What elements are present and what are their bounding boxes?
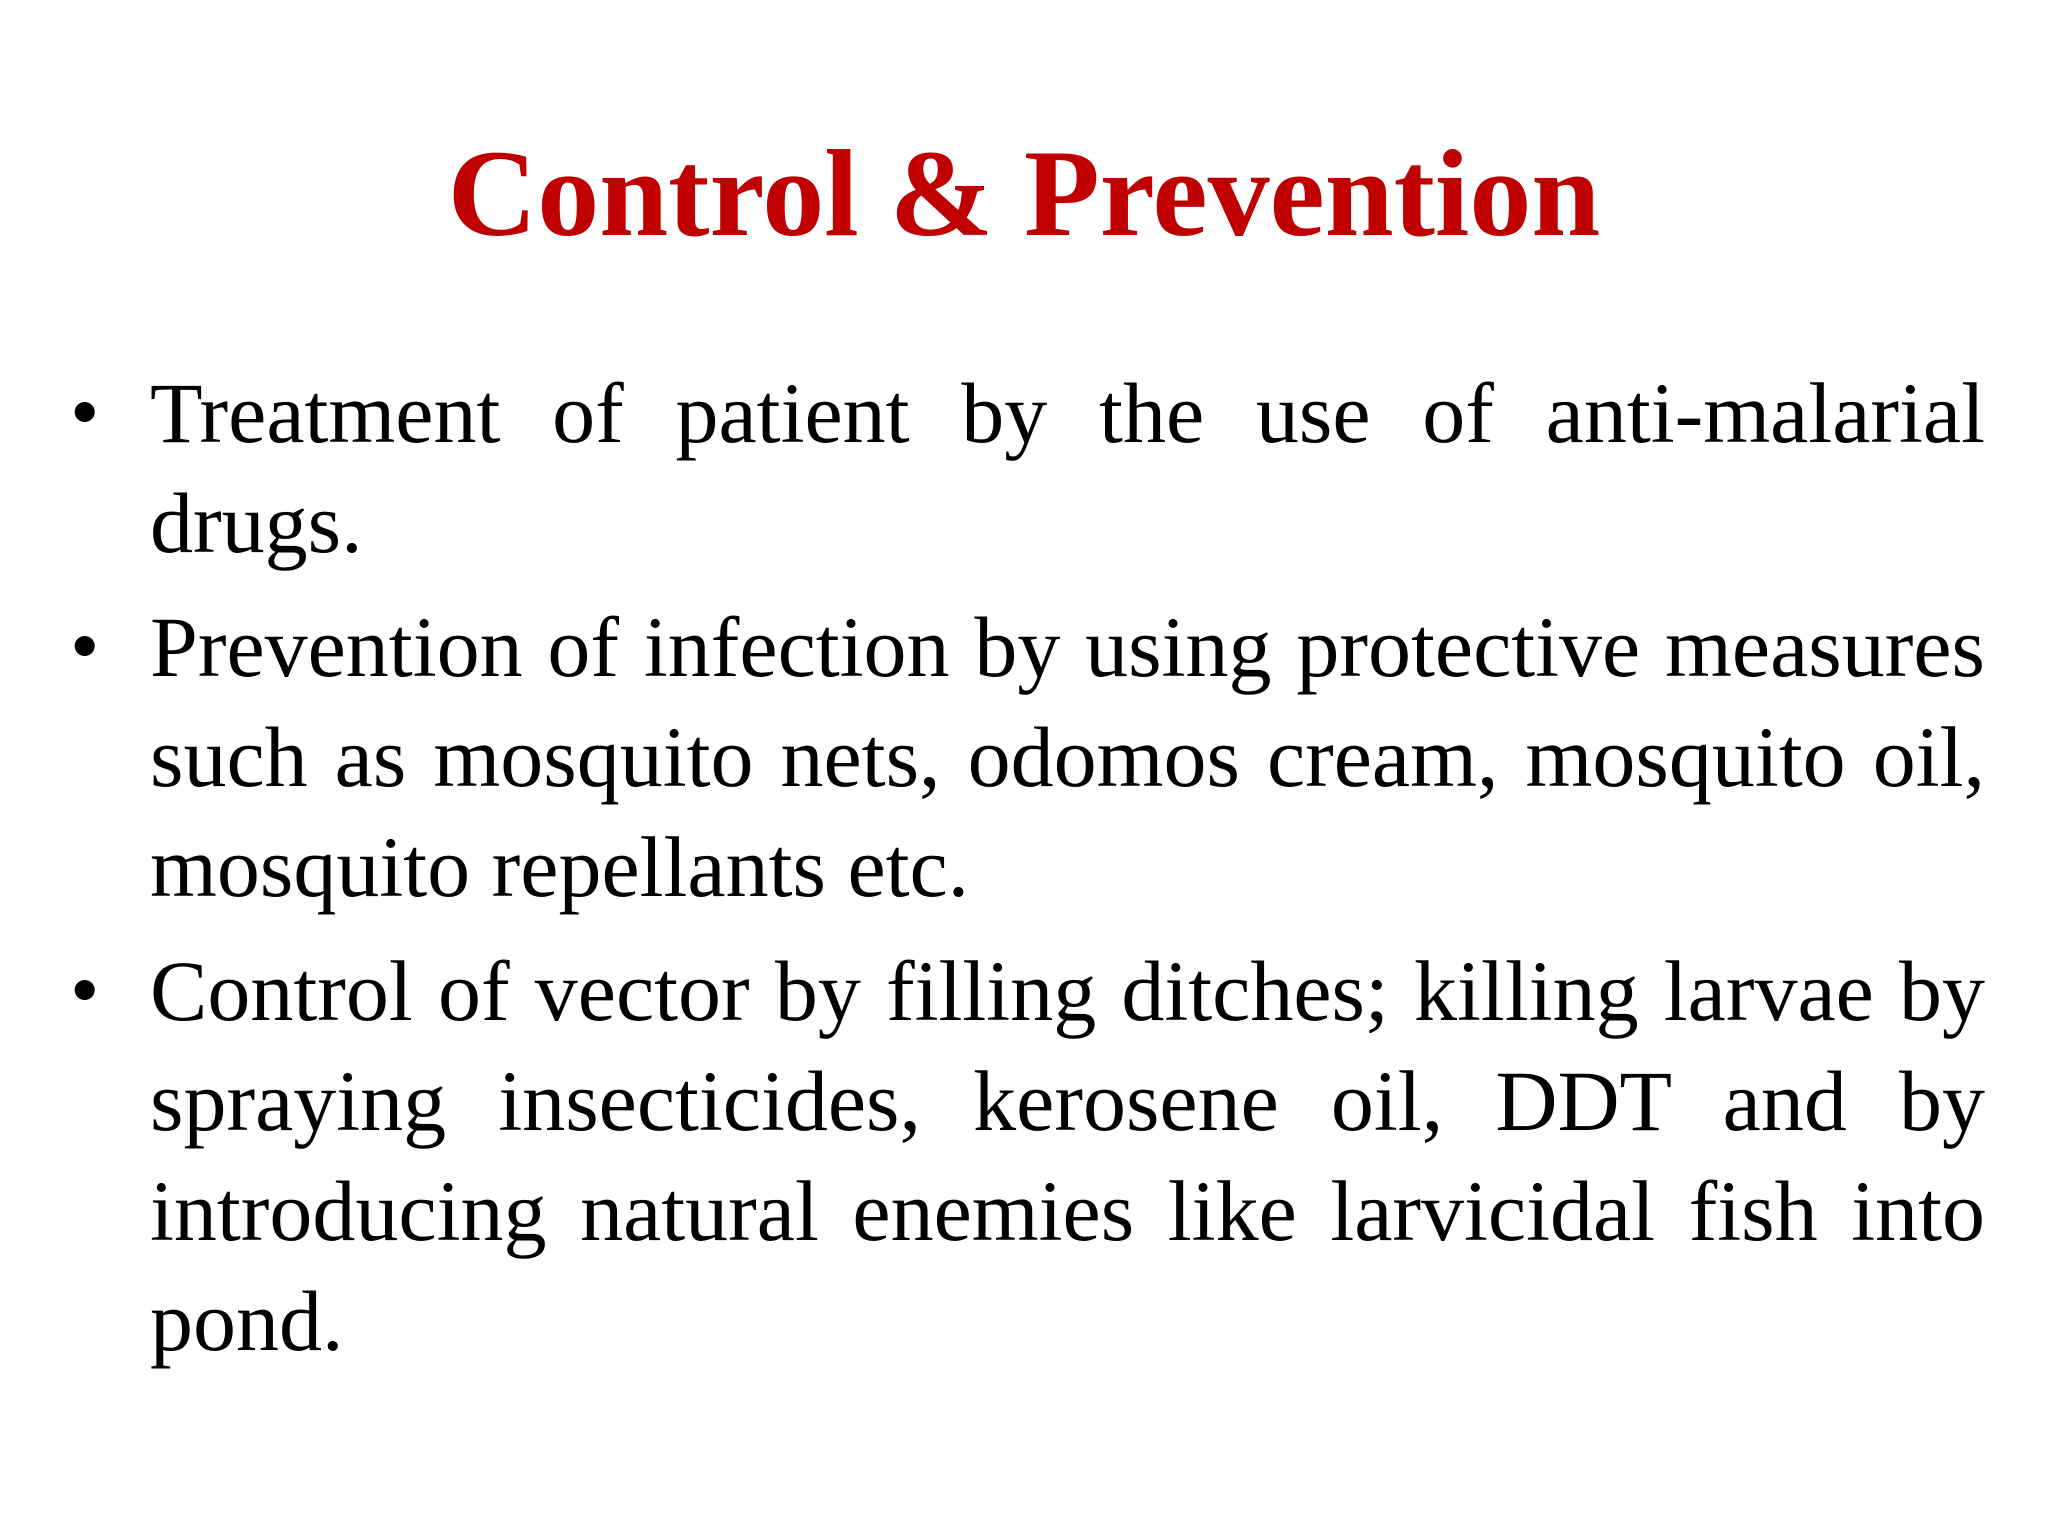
bullet-text: Treatment of patient by the use of anti-malarial drugs. xyxy=(150,365,1985,571)
bullet-text: Prevention of infection by using protective measures such as mosquito nets, odomos cream, mosquito oil, mosquito repellants etc. xyxy=(150,599,1985,915)
bullet-icon: • xyxy=(70,366,100,459)
bullet-icon: • xyxy=(70,944,100,1037)
bullet-item xyxy=(70,592,1985,922)
bullet-text: Control of vector by filling ditches; killing larvae by spraying insecticides, kerosene oil, DDT and by introducing natural enemies like larvicidal fish into pond. xyxy=(150,943,1985,1369)
bullet-item xyxy=(70,358,1985,578)
bullet-item xyxy=(70,936,1985,1376)
bullet-icon: • xyxy=(70,600,100,693)
slide-title: Control & Prevention xyxy=(447,125,1601,262)
bullet-list xyxy=(70,358,1985,1390)
